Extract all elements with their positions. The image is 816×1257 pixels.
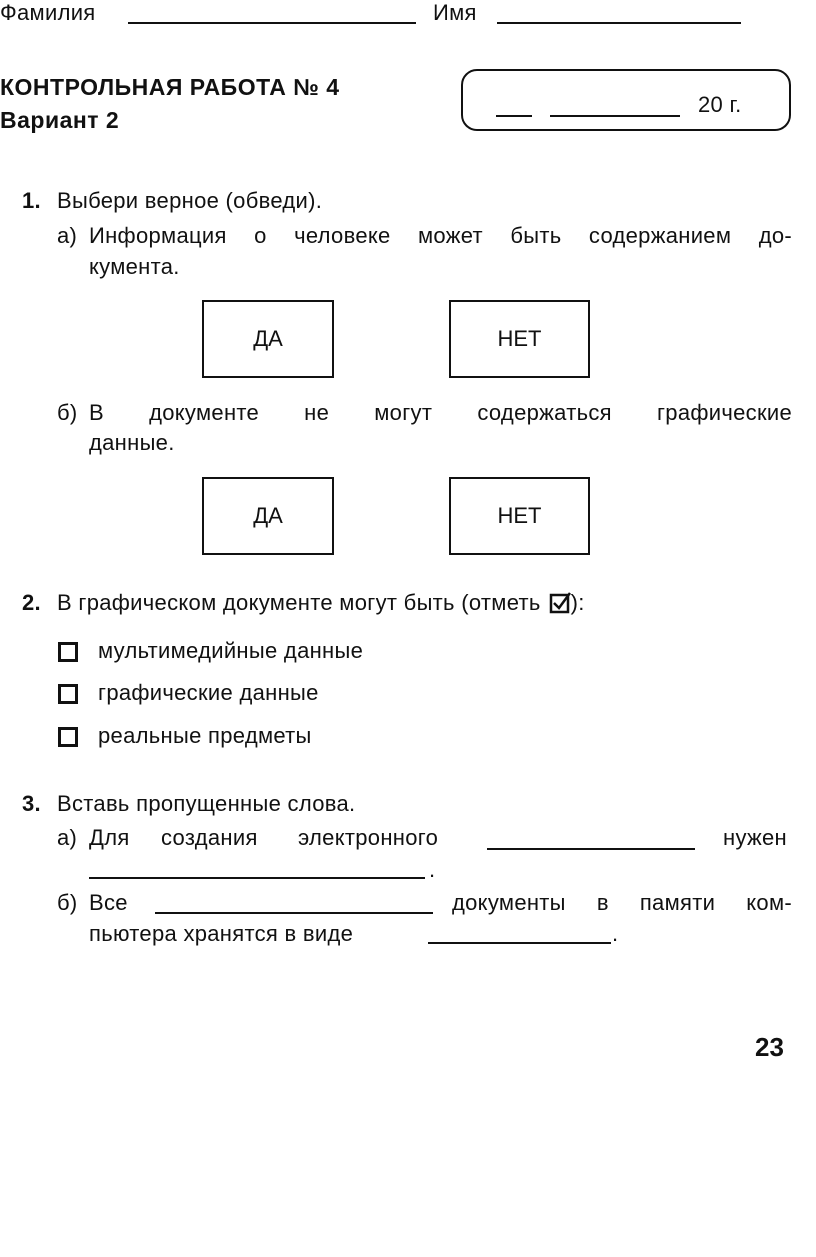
task1-number: 1.	[22, 188, 41, 213]
surname-field[interactable]	[128, 22, 416, 24]
option-label-graphic: графические данные	[98, 680, 319, 705]
task2-prompt	[57, 590, 585, 616]
task3b-blank-1[interactable]	[155, 912, 433, 914]
date-day-field[interactable]	[496, 115, 532, 117]
task3b-end: .	[612, 921, 619, 946]
task1b-yes-option[interactable]: ДА	[202, 477, 334, 555]
name-field[interactable]	[497, 22, 741, 24]
task2-prompt-end: ):	[570, 590, 585, 615]
page-number: 23	[755, 1032, 784, 1062]
option-checkbox-multimedia[interactable]	[58, 642, 78, 662]
task2-prompt-text: В графическом документе могут быть (отметь	[57, 590, 541, 615]
task3a-word-need: нужен	[723, 825, 787, 850]
task1-prompt: Выбери верное (обведи).	[57, 188, 323, 213]
task3-prompt: Вставь пропущенные слова.	[57, 791, 356, 816]
task3a-blank-2[interactable]	[89, 877, 425, 879]
date-year: 20 г.	[698, 92, 742, 117]
option-checkbox-real-objects[interactable]	[58, 727, 78, 747]
name-label: Имя	[433, 0, 477, 25]
surname-label: Фамилия	[0, 0, 96, 25]
task3b-blank-2[interactable]	[428, 942, 611, 944]
date-month-field[interactable]	[550, 115, 680, 117]
task1a-no-option[interactable]: НЕТ	[449, 300, 590, 378]
option-label-multimedia: мультимедийные данные	[98, 638, 364, 663]
test-title: КОНТРОЛЬНАЯ РАБОТА № 4	[0, 74, 340, 100]
task3b-word-all: Все	[89, 890, 128, 915]
task1a-line1: Информация о человеке может быть содержанием до-	[89, 223, 792, 248]
task3b-marker: б)	[57, 890, 78, 915]
task3a-word-electronic: электронного	[298, 825, 439, 850]
task3a-blank-1[interactable]	[487, 848, 695, 850]
task1b-line2: данные.	[89, 430, 175, 455]
task1b-marker: б)	[57, 400, 78, 425]
variant-label: Вариант 2	[0, 107, 120, 133]
task3b-text: документы в памяти ком-	[452, 890, 792, 915]
task3a-word-for: Для	[89, 825, 130, 850]
checkmark-icon	[549, 592, 571, 614]
task3-number: 3.	[22, 791, 41, 816]
option-checkbox-graphic[interactable]	[58, 684, 78, 704]
task1a-marker: а)	[57, 223, 78, 248]
task3a-end: .	[429, 857, 436, 882]
option-label-real-objects: реальные предметы	[98, 723, 312, 748]
task1a-yes-option[interactable]: ДА	[202, 300, 334, 378]
task1a-line2: кумента.	[89, 254, 180, 279]
task1b-no-option[interactable]: НЕТ	[449, 477, 590, 555]
task3a-marker: а)	[57, 825, 78, 850]
task2-number: 2.	[22, 590, 41, 615]
task3b-line2: пьютера хранятся в виде	[89, 921, 354, 946]
task1b-line1: В документе не могут содержаться графические	[89, 400, 792, 425]
task3a-word-create: создания	[161, 825, 258, 850]
